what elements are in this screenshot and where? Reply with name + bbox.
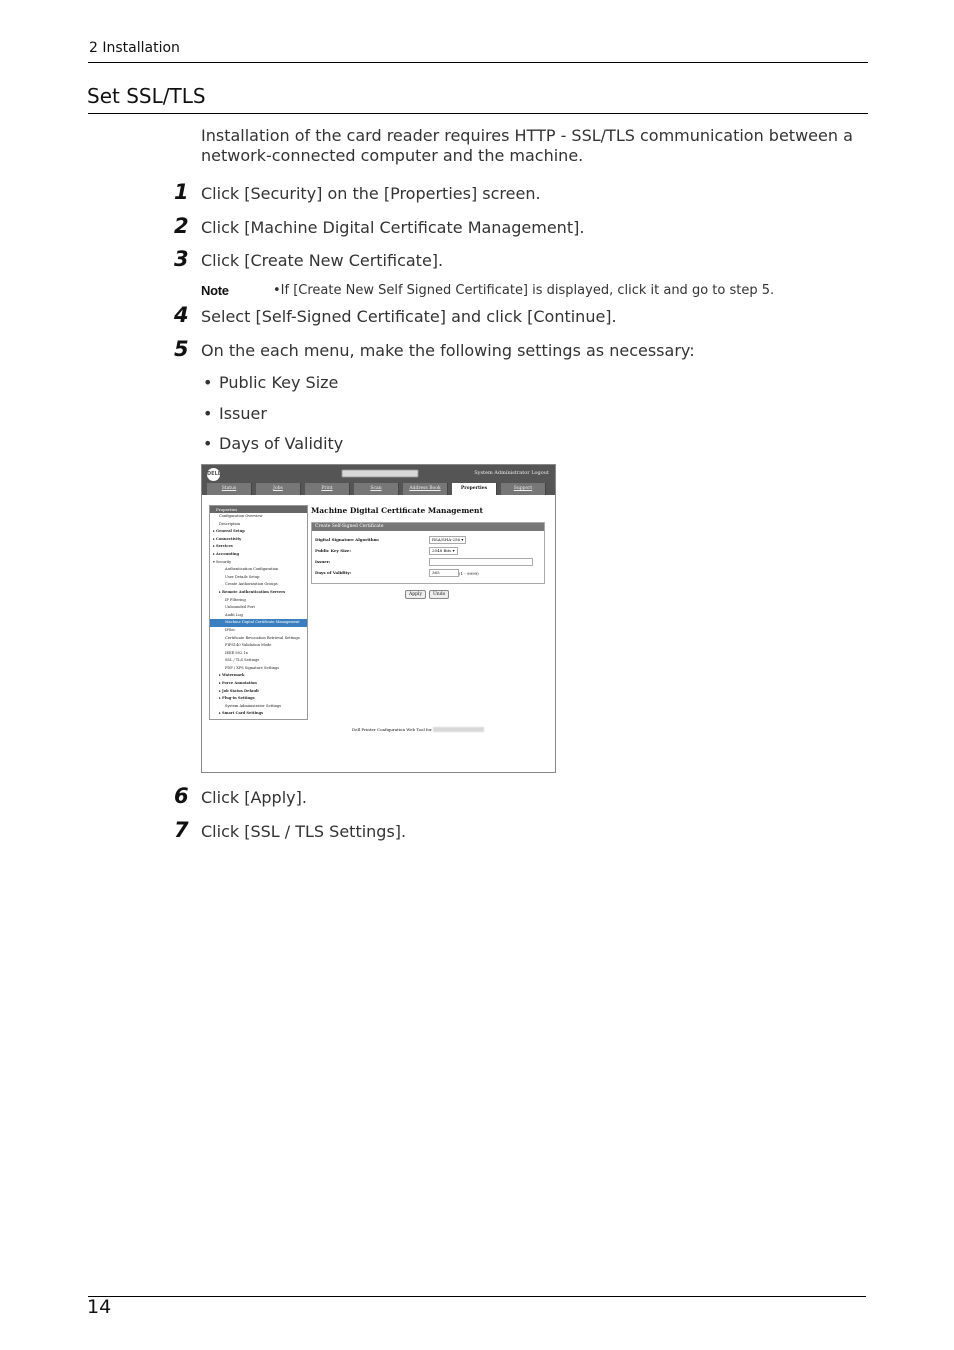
- tab-scan[interactable]: Scan: [354, 483, 399, 495]
- bullet-dot: •: [203, 373, 213, 392]
- sidebar-item[interactable]: Description: [219, 521, 241, 526]
- sidebar-item[interactable]: ▸ General Setup: [213, 529, 245, 534]
- tab-address-book[interactable]: Address Book: [403, 483, 448, 495]
- note-text: [273, 283, 774, 298]
- sidebar-item[interactable]: ▸ Connectivity: [213, 536, 242, 541]
- list-item-text: Days of Validity: [219, 434, 344, 453]
- apply-button[interactable]: Apply: [405, 590, 426, 599]
- public-key-size-select[interactable]: 2048 Bits ▾: [429, 547, 458, 555]
- field-hint: (1 - 9999): [459, 571, 479, 576]
- sidebar-item[interactable]: IP Filtering: [225, 597, 246, 602]
- tab-status[interactable]: Status: [207, 483, 252, 495]
- field-label: Digital Signature Algorithm:: [315, 537, 380, 542]
- admin-logout-link[interactable]: System Administrator Logout: [474, 470, 549, 476]
- running-header: 2 Installation: [89, 40, 180, 56]
- certificate-panel: [311, 522, 545, 584]
- configuration-screenshot: [201, 464, 556, 773]
- sidebar-item[interactable]: User Details Setup: [225, 574, 260, 579]
- panel-title: Create Self-Signed Certificate: [312, 523, 544, 531]
- list-item: [203, 404, 267, 423]
- section-title: Set SSL/TLS: [87, 84, 206, 108]
- sidebar-item[interactable]: ▸ Job Status Default: [219, 688, 259, 693]
- step-text: Click [Create New Certificate].: [201, 251, 444, 270]
- page-number: 14: [87, 1296, 112, 1318]
- sidebar-item[interactable]: Configuration Overview: [219, 514, 263, 518]
- issuer-field[interactable]: [429, 558, 533, 566]
- sidebar-item[interactable]: System Administrator Settings: [225, 703, 282, 708]
- bullet-dot: •: [203, 404, 213, 423]
- sidebar-item[interactable]: Create Authorization Groups: [225, 582, 278, 587]
- step-text: On the each menu, make the following settings as necessary:: [201, 341, 695, 360]
- sidebar-list: [210, 513, 307, 718]
- screenshot-footer: Dell Printer Configuration Web Tool for Dell C7765dn Color MFP: [352, 727, 485, 732]
- tab-properties[interactable]: Properties: [452, 483, 497, 495]
- step-number: 7: [174, 818, 189, 842]
- step-number: 3: [174, 247, 189, 271]
- sidebar-item[interactable]: ▸ Force Annotation: [219, 681, 257, 686]
- field-label: Issuer:: [315, 559, 331, 564]
- header-rule: [88, 62, 868, 63]
- intro-paragraph: Installation of the card reader requires HTTP - SSL/TLS communication between a network-connected computer and the machine.: [201, 126, 853, 165]
- undo-button[interactable]: Undo: [429, 590, 449, 599]
- dell-logo-icon: DELL: [207, 468, 220, 481]
- list-item: [203, 434, 343, 453]
- sidebar-item[interactable]: ▸ Smart Card Settings: [219, 711, 264, 716]
- screenshot-sidebar: [209, 505, 308, 720]
- screenshot-tabs: [207, 483, 552, 495]
- tab-jobs[interactable]: Jobs: [256, 483, 301, 495]
- footer-rule: [88, 1296, 866, 1297]
- sidebar-item[interactable]: ▸ Remote Authentication Servers: [219, 589, 286, 594]
- sidebar-item[interactable]: ▾ Security: [213, 559, 232, 564]
- screenshot-header: [202, 465, 555, 495]
- sidebar-item[interactable]: FIPS140 Validation Mode: [225, 643, 272, 648]
- tab-support[interactable]: Support: [501, 483, 546, 495]
- sidebar-item[interactable]: IEEE 802.1x: [225, 650, 248, 655]
- step-text: Select [Self-Signed Certificate] and click [Continue].: [201, 307, 617, 326]
- note-label: Note: [201, 283, 229, 298]
- step-number: 2: [174, 214, 189, 238]
- sidebar-item[interactable]: Audit Log: [225, 612, 243, 617]
- step-text: Click [SSL / TLS Settings].: [201, 822, 407, 841]
- step-text: Click [Apply].: [201, 788, 307, 807]
- sidebar-item[interactable]: IPSec: [225, 627, 236, 632]
- sidebar-item[interactable]: Unbounded Port: [225, 605, 255, 610]
- sidebar-item[interactable]: ▸ Watermark: [219, 673, 245, 678]
- sidebar-item[interactable]: ▸ Accounting: [213, 551, 239, 556]
- note-body: If [Create New Self Signed Certificate] is displayed, click it and go to step 5.: [280, 283, 775, 298]
- sidebar-item[interactable]: Authentication Configuration: [225, 567, 279, 572]
- field-label: Days of Validity:: [315, 570, 352, 575]
- tab-print[interactable]: Print: [305, 483, 350, 495]
- step-text: Click [Security] on the [Properties] screen.: [201, 184, 541, 203]
- sidebar-item[interactable]: ▸ Plug-in Settings: [219, 696, 255, 701]
- section-rule: [88, 113, 868, 114]
- sidebar-item[interactable]: SSL / TLS Settings: [225, 658, 260, 663]
- step-number: 6: [174, 784, 189, 808]
- list-item-text: Issuer: [219, 404, 267, 423]
- sidebar-item-selected[interactable]: Machine Digital Certificate Management: [210, 619, 307, 627]
- page-title: Machine Digital Certificate Management: [311, 506, 483, 515]
- note-bullet: •: [273, 283, 281, 298]
- sidebar-header: Properties: [210, 506, 307, 513]
- step-number: 5: [174, 337, 189, 361]
- list-item: [203, 373, 338, 392]
- sidebar-item[interactable]: ▸ Services: [213, 544, 233, 549]
- step-number: 4: [174, 303, 189, 327]
- days-of-validity-field[interactable]: 365: [429, 569, 459, 577]
- sidebar-item[interactable]: PDF / XPS Signature Settings: [225, 665, 280, 670]
- step-text: Click [Machine Digital Certificate Management].: [201, 218, 585, 237]
- signature-algorithm-select[interactable]: RSA/SHA-256 ▾: [429, 536, 466, 544]
- product-name: Dell C7765dn Color MFP: [342, 470, 419, 477]
- field-label: Public Key Size:: [315, 548, 351, 553]
- step-number: 1: [174, 180, 189, 204]
- sidebar-item[interactable]: Certificate Revocation Retrieval Settings: [225, 635, 300, 640]
- bullet-dot: •: [203, 434, 213, 453]
- list-item-text: Public Key Size: [219, 373, 339, 392]
